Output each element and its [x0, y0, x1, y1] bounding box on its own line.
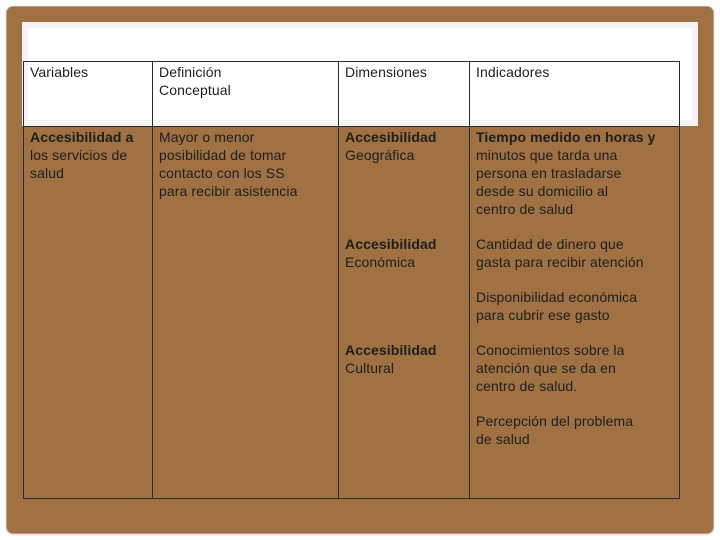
definicion-text: Mayor o menor posibilidad de tomar contacto con los SS para recibir asistencia	[159, 129, 298, 199]
table-header-row	[24, 62, 680, 127]
dimension-geografica: Accesibilidad Geográfica	[345, 129, 437, 163]
header-variables: Variables	[30, 64, 89, 80]
header-dimensiones: Dimensiones	[345, 64, 428, 80]
dimension-cultural: Accesibilidad Cultural	[345, 342, 437, 376]
table-row	[24, 127, 680, 499]
indicador-disponibilidad: Disponibilidad económica para cubrir ese gasto	[476, 289, 638, 323]
header-indicadores: Indicadores	[476, 64, 550, 80]
header-cell-indicadores	[470, 62, 680, 127]
indicador-percepcion: Percepción del problema de salud	[476, 413, 634, 447]
dimension-economica: Accesibilidad Económica	[345, 236, 437, 270]
variable-cell	[24, 127, 153, 499]
indicador-cantidad-dinero: Cantidad de dinero que gasta para recibir atención	[476, 236, 644, 270]
header-cell-dimensiones	[339, 62, 470, 127]
header-definicion: Definición Conceptual	[159, 64, 231, 98]
dimensiones-cell	[339, 127, 470, 499]
definicion-cell	[153, 127, 339, 499]
indicador-conocimientos: Conocimientos sobre la atención que se da en centro de salud.	[476, 342, 625, 394]
variable-text: Accesibilidad a los servicios de salud	[30, 129, 134, 181]
indicador-tiempo: Tiempo medido en horas y minutos que tarda una persona en trasladarse desde su domicilio al centro de salud	[476, 129, 656, 217]
operationalization-table	[23, 61, 680, 499]
indicadores-cell	[470, 127, 680, 499]
header-cell-variables	[24, 62, 153, 127]
header-cell-definicion	[153, 62, 339, 127]
